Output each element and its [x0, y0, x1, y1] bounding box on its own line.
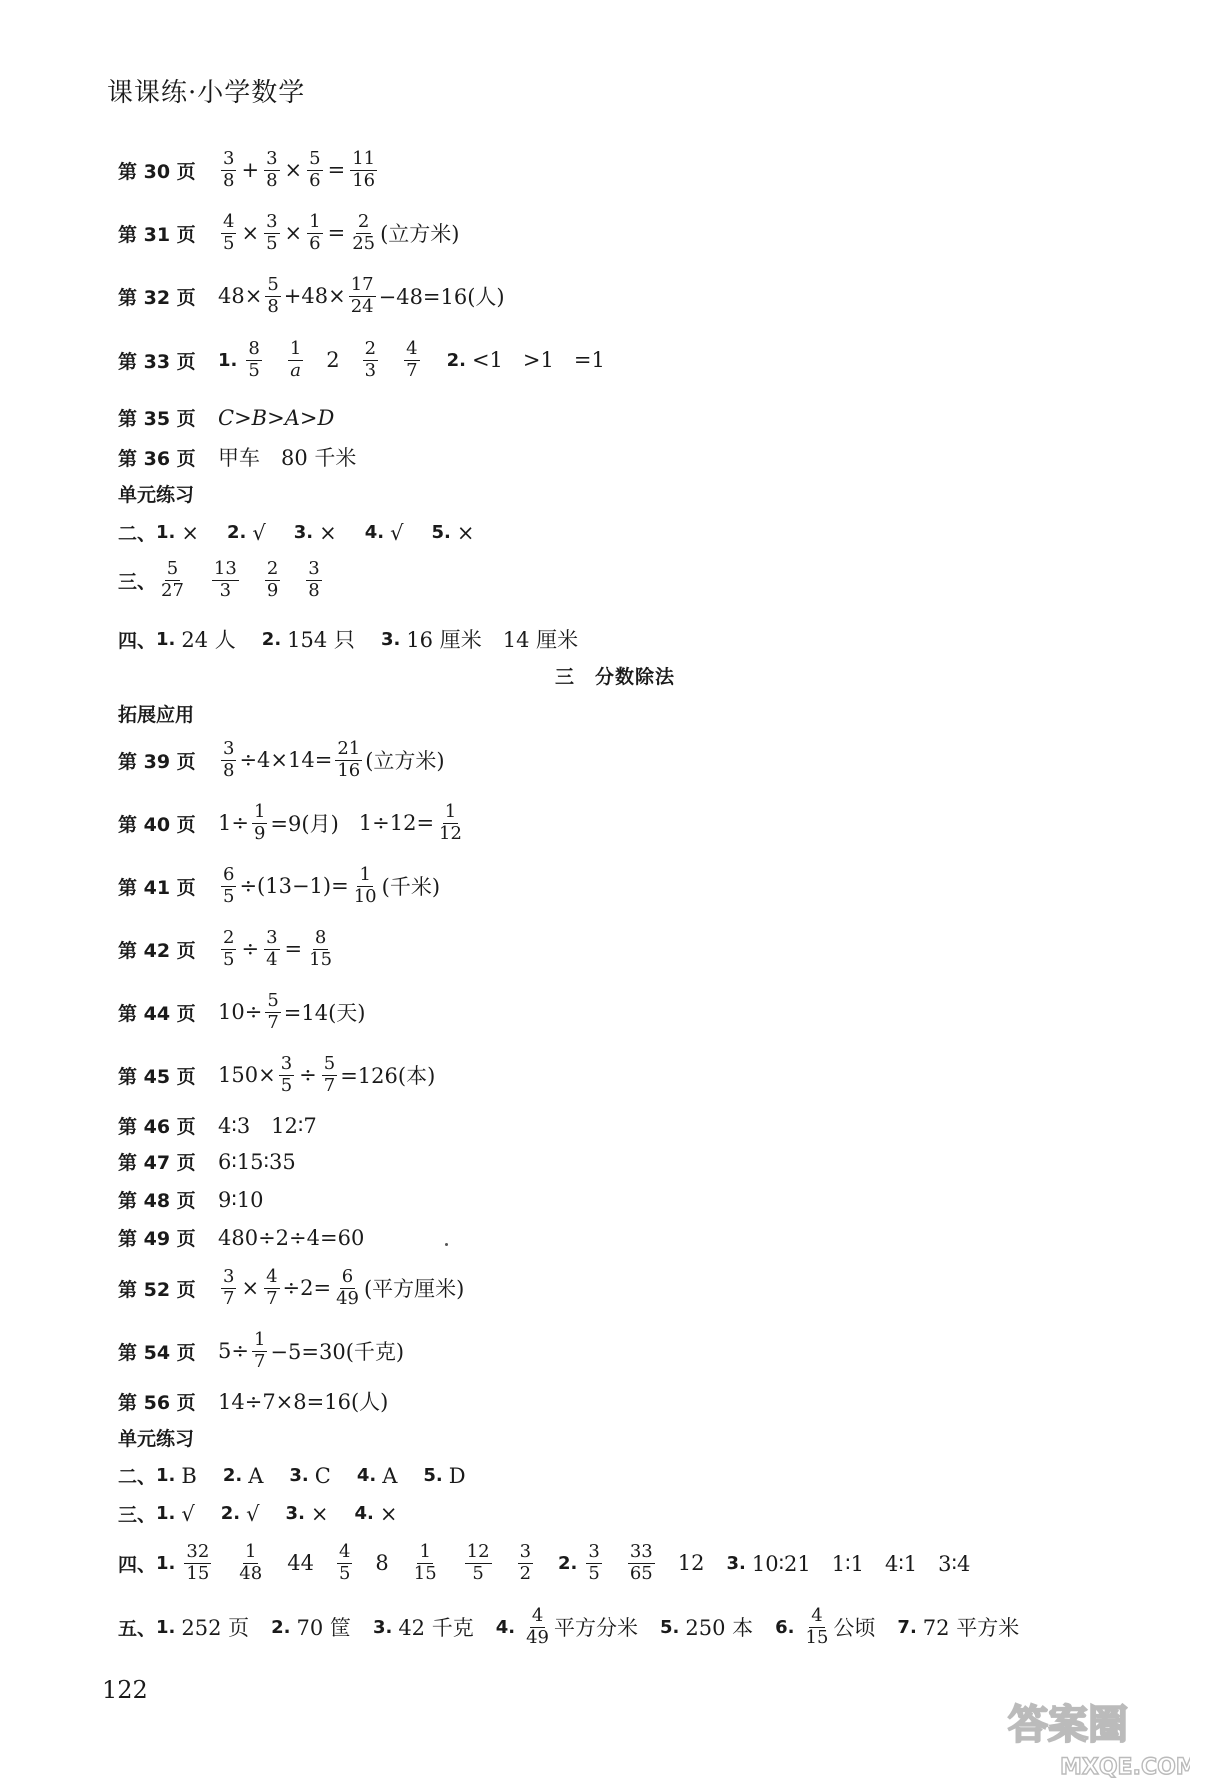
page-label: 第 35 页: [118, 408, 196, 430]
answer-row-p52: 第 52 页 $\frac{3}{7}$ × $\frac{4}{7}$ ÷2= $\frac{6}{49}$ (平方厘米): [118, 1266, 465, 1309]
answer-text: C>B>A>D: [218, 405, 335, 430]
fraction: $\frac{1}{10}$: [353, 864, 377, 907]
item-number: 2.: [446, 349, 466, 371]
unit2-part4: 四、 1. $\frac{32}{15}$ $\frac{1}{48}$ 44 $\frac{4}{5}$ 8 $\frac{1}{15}$ $\frac{12}{5}$ $\frac{3}{2}$ 2. $\frac{3}{5}$ $\frac{33}{65}$ 12 3. 10∶21 1∶1 4∶1 3∶4: [118, 1541, 971, 1584]
part-label: 三、: [118, 1504, 157, 1526]
answer-row-p42: 第 42 页 $\frac{2}{5}$ ÷ $\frac{3}{4}$ = $\frac{8}{15}$: [118, 927, 333, 970]
fraction: $\frac{4}{49}$: [526, 1605, 549, 1648]
fraction: $\frac{1}{a}$: [289, 338, 302, 381]
answer-text: 480÷2÷4=60: [218, 1225, 365, 1250]
fraction: $\frac{33}{65}$: [629, 1541, 653, 1584]
fraction: $\frac{4}{5}$: [338, 1541, 351, 1584]
svg-text:答案圈: 答案圈: [1008, 1702, 1128, 1748]
fraction: $\frac{5}{6}$: [309, 148, 321, 191]
answer-text: 9∶10: [218, 1187, 264, 1212]
answer-value: >1: [522, 348, 554, 373]
page-label: 第 33 页: [118, 350, 196, 373]
answer-row-p47: [118, 1148, 296, 1175]
expression-text: +48×: [283, 284, 346, 309]
fraction: $\frac{5}{27}$: [161, 558, 184, 601]
watermark-logo: [1000, 1690, 1190, 1782]
answer-row-p39: 第 39 页 $\frac{3}{8}$ ÷4×14= $\frac{21}{16}$ (立方米): [118, 738, 445, 781]
answer-value: <1: [471, 348, 503, 373]
page-label: 第 32 页: [118, 286, 196, 309]
unit1-part3: [118, 560, 325, 601]
answer-text: 6∶15∶35: [218, 1149, 296, 1174]
fraction: $\frac{3}{8}$: [308, 558, 320, 601]
fraction: $\frac{1}{12}$: [439, 801, 462, 844]
fraction: $\frac{2}{25}$: [352, 211, 376, 254]
unit1-part4: 四、 1. 24 人 2. 154 只 3. 16 厘米 14 厘米: [118, 624, 578, 654]
answer-row-p35: [118, 404, 334, 431]
expression-text: 48×: [218, 284, 263, 309]
watermark-icon: [1000, 1690, 1190, 1782]
fraction: $\frac{4}{7}$: [266, 1266, 278, 1309]
fraction: $\frac{2}{9}$: [266, 558, 279, 601]
part-label: 二、: [118, 1466, 157, 1488]
answer-value: 2: [326, 348, 340, 373]
answer-text: 14÷7×8=16(人): [218, 1390, 389, 1414]
page-number: 122: [102, 1676, 148, 1704]
answer-text: 4∶3 12∶7: [218, 1114, 317, 1138]
answer-row-p54: 第 54 页 5÷ $\frac{1}{7}$ −5=30(千克): [118, 1329, 405, 1372]
fraction: $\frac{17}{24}$: [350, 274, 374, 317]
page-label: 第 56 页: [118, 1391, 196, 1414]
answer-row-p45: 第 45 页 150× $\frac{3}{5}$ ÷ $\frac{5}{7}$ =126(本): [118, 1053, 436, 1096]
fraction: $\frac{3}{5}$: [266, 211, 278, 254]
fraction: $\frac{21}{16}$: [337, 738, 361, 781]
unit-text: (平方厘米): [363, 1277, 465, 1302]
answer-text: 甲车 80 千米: [218, 446, 357, 470]
part-label: 二、: [118, 523, 157, 545]
answer-row-p30: 第 30 页 $\frac{3}{8}$ + $\frac{3}{8}$ × $\frac{5}{6}$ = $\frac{11}{16}$: [118, 148, 376, 191]
fraction: $\frac{6}{49}$: [336, 1266, 359, 1309]
fraction: $\frac{3}{5}$: [280, 1053, 293, 1096]
page-label: 第 40 页: [118, 813, 196, 836]
fraction: $\frac{1}{6}$: [309, 211, 321, 254]
unit-text: (立方米): [380, 222, 460, 247]
unit2-part5: 五、 1. 252 页 2. 70 筐 3. 42 千克 4. $\frac{4}{49}$ 平方分米 5. 250 本 6. $\frac{4}{15}$ 公顷 7. 72 平方米: [118, 1605, 1020, 1648]
page-label: 第 42 页: [118, 939, 196, 962]
fraction: $\frac{5}{8}$: [267, 274, 279, 317]
fraction: $\frac{8}{15}$: [309, 927, 333, 970]
fraction: $\frac{5}{7}$: [267, 990, 279, 1033]
fraction: $\frac{3}{2}$: [519, 1541, 532, 1584]
fraction: $\frac{3}{7}$: [223, 1266, 235, 1309]
fraction: $\frac{3}{4}$: [266, 927, 278, 970]
page-label: 第 31 页: [118, 223, 196, 246]
answer-row-p49: [118, 1224, 364, 1251]
page-label: 第 30 页: [118, 160, 196, 183]
section-title: 三 分数除法: [555, 666, 676, 688]
unit-text: (立方米): [365, 749, 445, 774]
fraction: $\frac{1}{48}$: [239, 1541, 263, 1584]
page-label: 第 44 页: [118, 1002, 196, 1025]
unit-text: (千米): [381, 875, 441, 900]
answer-row-p46: [118, 1110, 317, 1140]
page-label: 第 39 页: [118, 750, 196, 773]
extension-heading: 拓展应用: [118, 704, 195, 726]
fraction: $\frac{11}{16}$: [352, 148, 376, 191]
fraction: $\frac{1}{15}$: [413, 1541, 437, 1584]
fraction: $\frac{4}{15}$: [805, 1605, 829, 1648]
fraction: $\frac{3}{8}$: [223, 738, 235, 781]
answer-row-p32: [118, 276, 505, 317]
page-label: 第 41 页: [118, 876, 196, 899]
fraction: $\frac{6}{5}$: [223, 864, 235, 907]
page-label: 第 49 页: [118, 1228, 196, 1250]
page-label: 第 47 页: [118, 1152, 196, 1174]
fraction: $\frac{32}{15}$: [186, 1541, 210, 1584]
fraction: $\frac{3}{8}$: [223, 148, 235, 191]
fraction: $\frac{2}{5}$: [223, 927, 235, 970]
unit2-part3: 三、 1. √ 2. √ 3. × 4. ×: [118, 1501, 398, 1526]
page-label: 第 36 页: [118, 447, 196, 470]
fraction: $\frac{1}{7}$: [253, 1329, 266, 1372]
answer-row-p33: [118, 340, 605, 381]
fraction: $\frac{2}{3}$: [364, 338, 377, 381]
speck: [445, 1243, 448, 1246]
fraction: $\frac{3}{5}$: [588, 1541, 600, 1584]
answer-row-p44: 第 44 页 10÷ $\frac{5}{7}$ =14(天): [118, 990, 366, 1033]
page-label: 第 45 页: [118, 1065, 196, 1088]
part-label: 四、: [118, 1553, 157, 1576]
fraction: $\frac{4}{7}$: [406, 338, 418, 381]
fraction: $\frac{12}{5}$: [466, 1541, 490, 1584]
unit-practice-heading: 单元练习: [118, 484, 195, 506]
part-label: 四、: [118, 629, 157, 652]
answer-row-p40: 第 40 页 1÷ $\frac{1}{9}$ =9(月) 1÷12= $\frac{1}{12}$: [118, 801, 462, 844]
answer-row-p31: 第 31 页 $\frac{4}{5}$ × $\frac{3}{5}$ × $\frac{1}{6}$ = $\frac{2}{25}$ (立方米): [118, 211, 460, 254]
unit1-part2: 二、 1. × 2. √ 3. × 4. √ 5. ×: [118, 520, 475, 545]
fraction: $\frac{4}{5}$: [223, 211, 235, 254]
fraction: $\frac{13}{3}$: [213, 558, 237, 601]
page-label: 第 52 页: [118, 1278, 196, 1301]
item-number: 1.: [218, 349, 238, 371]
fraction: $\frac{8}{5}$: [248, 338, 260, 381]
page-label: 第 54 页: [118, 1341, 196, 1364]
answer-row-p36: [118, 442, 356, 472]
answer-value: =1: [573, 348, 605, 373]
fraction: $\frac{3}{8}$: [266, 148, 278, 191]
answer-row-p48: [118, 1186, 264, 1213]
page-label: 第 46 页: [118, 1115, 196, 1138]
fraction: $\frac{5}{7}$: [323, 1053, 336, 1096]
part-label: 五、: [118, 1617, 157, 1640]
page-label: 第 48 页: [118, 1190, 196, 1212]
expression-text: −48=16(人): [378, 285, 505, 310]
answer-row-p41: 第 41 页 $\frac{6}{5}$ ÷(13−1)= $\frac{1}{10}$ (千米): [118, 864, 441, 907]
fraction: $\frac{1}{9}$: [253, 801, 266, 844]
answer-row-p56: [118, 1386, 388, 1416]
svg-text:MXQE.COM: MXQE.COM: [1060, 1755, 1190, 1780]
unit2-part2: 二、 1. B 2. A 3. C 4. A 5. D: [118, 1463, 466, 1488]
unit-practice-heading: 单元练习: [118, 1428, 195, 1450]
book-title: 课课练·小学数学: [107, 78, 306, 108]
part-label: 三、: [118, 570, 157, 593]
